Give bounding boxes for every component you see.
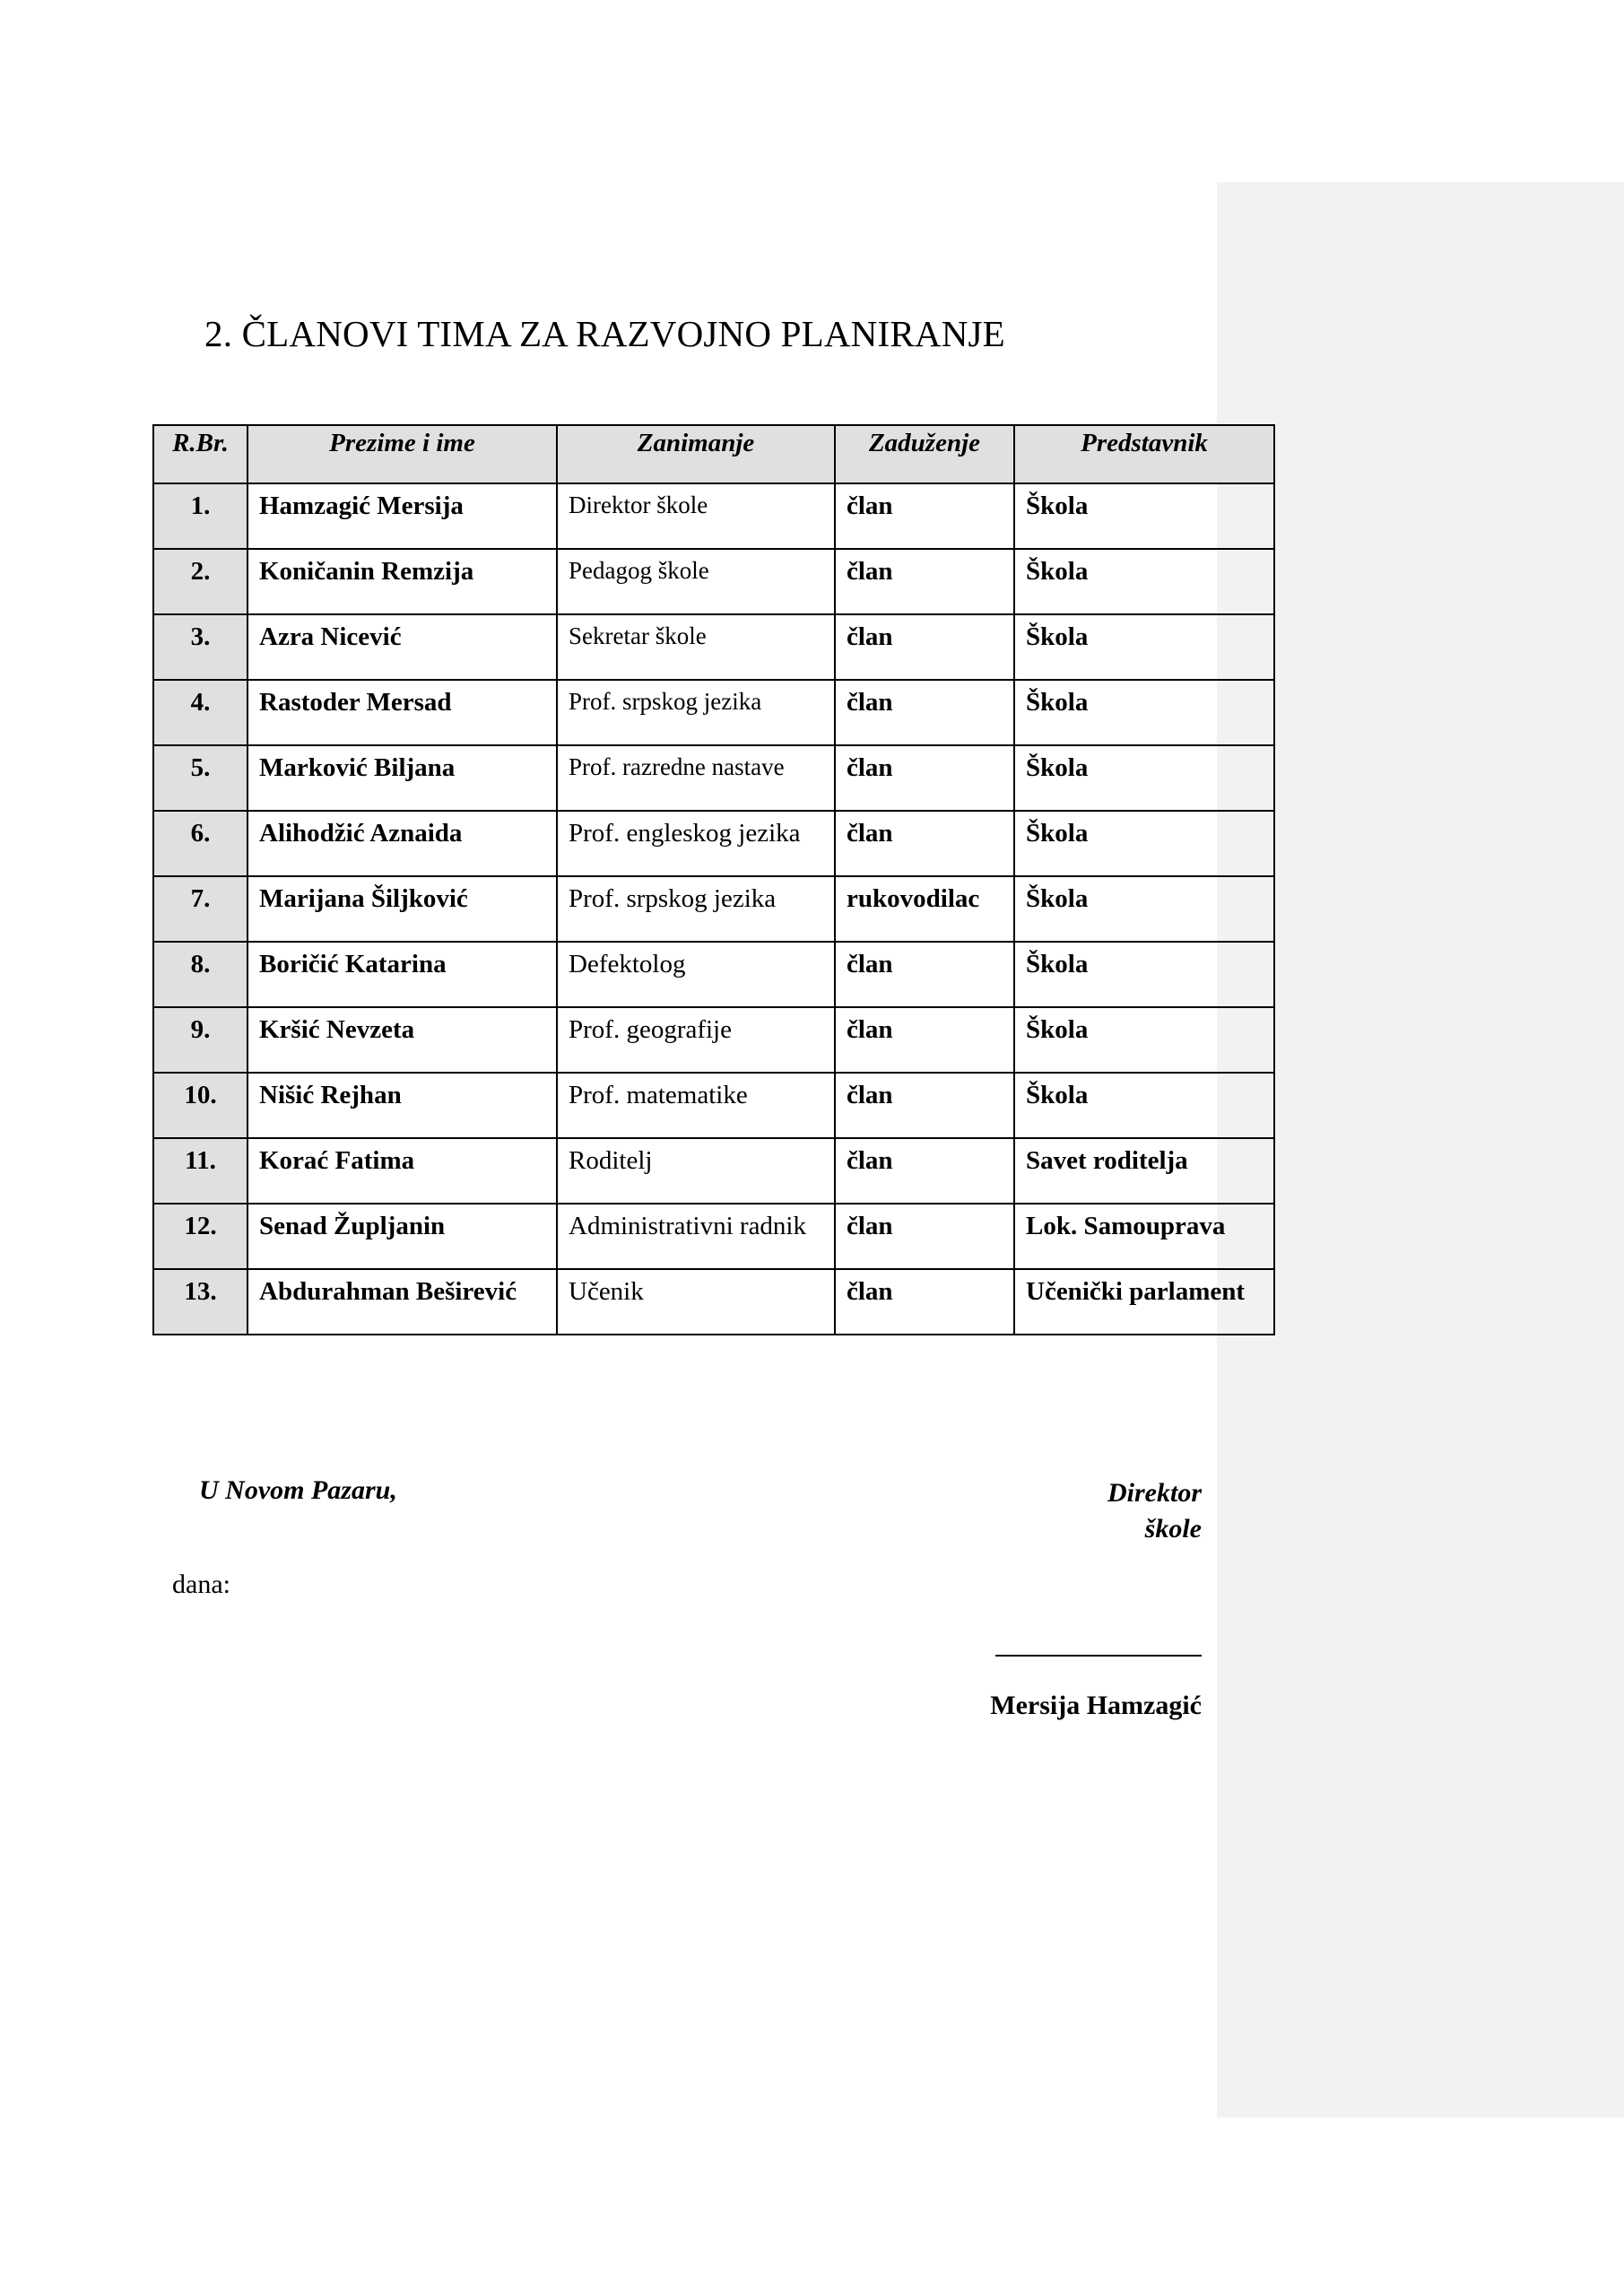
member-name: Senad Župljanin	[248, 1204, 557, 1269]
member-representative: Savet roditelja	[1014, 1138, 1274, 1204]
member-name: Hamzagić Mersija	[248, 483, 557, 549]
table-row	[153, 483, 1274, 549]
member-occupation: Direktor škole	[557, 483, 835, 549]
member-name: Boričić Katarina	[248, 942, 557, 1007]
place-label: U Novom Pazaru,	[199, 1475, 397, 1505]
column-header-representative: Predstavnik	[1014, 425, 1274, 483]
row-number: 9.	[153, 1007, 248, 1073]
member-duty: član	[835, 942, 1014, 1007]
table-row	[153, 680, 1274, 745]
row-number: 6.	[153, 811, 248, 876]
table-row	[153, 1138, 1274, 1204]
member-name: Kršić Nevzeta	[248, 1007, 557, 1073]
date-label: dana:	[172, 1570, 230, 1599]
member-occupation: Prof. srpskog jezika	[557, 876, 835, 942]
member-duty: rukovodilac	[835, 876, 1014, 942]
member-occupation: Defektolog	[557, 942, 835, 1007]
member-representative: Škola	[1014, 483, 1274, 549]
row-number: 4.	[153, 680, 248, 745]
signature-line	[995, 1655, 1202, 1657]
table-row	[153, 549, 1274, 614]
row-number: 5.	[153, 745, 248, 811]
member-duty: član	[835, 680, 1014, 745]
member-occupation: Prof. razredne nastave	[557, 745, 835, 811]
table-row	[153, 1269, 1274, 1335]
table-row	[153, 1007, 1274, 1073]
row-number: 7.	[153, 876, 248, 942]
table-row	[153, 876, 1274, 942]
member-occupation: Roditelj	[557, 1138, 835, 1204]
column-header-duty: Zaduženje	[835, 425, 1014, 483]
comment-margin-pane	[1217, 182, 1624, 2118]
member-duty: član	[835, 1204, 1014, 1269]
member-representative: Škola	[1014, 876, 1274, 942]
table-row	[153, 745, 1274, 811]
member-duty: član	[835, 483, 1014, 549]
member-occupation: Administrativni radnik	[557, 1204, 835, 1269]
column-header-number: R.Br.	[153, 425, 248, 483]
member-representative: Škola	[1014, 680, 1274, 745]
row-number: 2.	[153, 549, 248, 614]
row-number: 12.	[153, 1204, 248, 1269]
table-row	[153, 1073, 1274, 1138]
member-representative: Lok. Samouprava	[1014, 1204, 1274, 1269]
member-name: Marković Biljana	[248, 745, 557, 811]
member-representative: Škola	[1014, 1073, 1274, 1138]
table-row	[153, 942, 1274, 1007]
member-representative: Škola	[1014, 614, 1274, 680]
row-number: 11.	[153, 1138, 248, 1204]
director-title	[1058, 1475, 1202, 1547]
member-occupation: Prof. matematike	[557, 1073, 835, 1138]
member-representative: Škola	[1014, 811, 1274, 876]
member-name: Azra Nicević	[248, 614, 557, 680]
member-representative: Učenički parlament	[1014, 1269, 1274, 1335]
table-header-row	[153, 425, 1274, 483]
member-name: Nišić Rejhan	[248, 1073, 557, 1138]
member-occupation: Učenik	[557, 1269, 835, 1335]
member-duty: član	[835, 745, 1014, 811]
table-row	[153, 811, 1274, 876]
member-duty: član	[835, 549, 1014, 614]
table-row	[153, 1204, 1274, 1269]
row-number: 1.	[153, 483, 248, 549]
director-title-line: škole	[1144, 1514, 1202, 1544]
column-header-name: Prezime i ime	[248, 425, 557, 483]
member-duty: član	[835, 1073, 1014, 1138]
member-name: Rastoder Mersad	[248, 680, 557, 745]
member-occupation: Prof. engleskog jezika	[557, 811, 835, 876]
member-duty: član	[835, 811, 1014, 876]
member-duty: član	[835, 1007, 1014, 1073]
member-name: Alihodžić Aznaida	[248, 811, 557, 876]
member-duty: član	[835, 1138, 1014, 1204]
member-name: Marijana Šiljković	[248, 876, 557, 942]
row-number: 13.	[153, 1269, 248, 1335]
member-occupation: Prof. geografije	[557, 1007, 835, 1073]
member-representative: Škola	[1014, 549, 1274, 614]
member-name: Koničanin Remzija	[248, 549, 557, 614]
member-duty: član	[835, 1269, 1014, 1335]
column-header-occupation: Zanimanje	[557, 425, 835, 483]
member-name: Korać Fatima	[248, 1138, 557, 1204]
row-number: 3.	[153, 614, 248, 680]
member-representative: Škola	[1014, 1007, 1274, 1073]
page-heading: 2. ČLANOVI TIMA ZA RAZVOJNO PLANIRANJE	[204, 313, 1005, 354]
member-occupation: Sekretar škole	[557, 614, 835, 680]
member-representative: Škola	[1014, 745, 1274, 811]
table-row	[153, 614, 1274, 680]
member-name: Abdurahman Beširević	[248, 1269, 557, 1335]
member-occupation: Prof. srpskog jezika	[557, 680, 835, 745]
member-duty: član	[835, 614, 1014, 680]
member-occupation: Pedagog škole	[557, 549, 835, 614]
row-number: 8.	[153, 942, 248, 1007]
row-number: 10.	[153, 1073, 248, 1138]
director-title-line: Direktor	[1107, 1478, 1202, 1508]
member-representative: Škola	[1014, 942, 1274, 1007]
director-name: Mersija Hamzagić	[990, 1691, 1202, 1720]
team-members-table	[152, 424, 1275, 1335]
